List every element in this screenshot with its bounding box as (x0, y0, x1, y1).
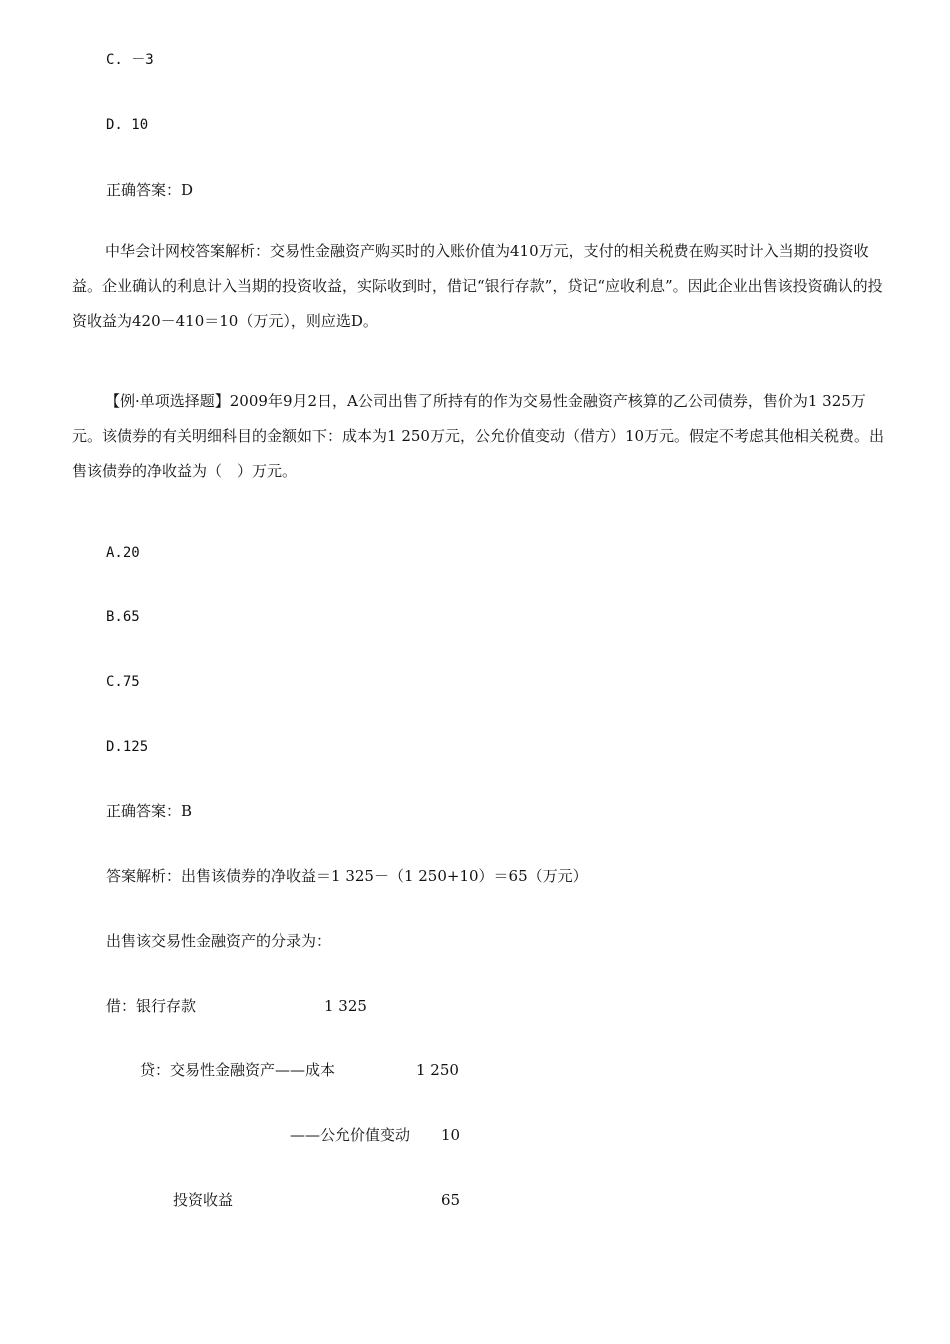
option-a: A.20 (106, 545, 140, 561)
correct-answer: 正确答案：D (106, 181, 194, 199)
answer-analysis-text: 中华会计网校答案解析：交易性金融资产购买时的入账价值为410万元，支付的相关税费在购买时计入当期的投资收益。企业确认的利息计入当期的投资收益，实际收到时，借记“银行存款”，贷记“应收利息”。因此企业出售该投资确认的投资收益为420－410＝10（万元），则应选D。 (72, 242, 883, 330)
option-c: C. －3 (106, 52, 154, 68)
credit-amount: 1 250 (416, 1061, 459, 1079)
gain-amount: 65 (441, 1191, 461, 1209)
answer-analysis: 答案解析：出售该债券的净收益＝1 325－（1 250+10）＝65（万元） (106, 867, 588, 885)
option-b: B.65 (106, 609, 140, 625)
gain-label: 投资收益 (173, 1191, 234, 1209)
sub-amount: 10 (441, 1126, 461, 1144)
option-d: D.125 (106, 739, 149, 755)
debit-label: 借：银行存款 (106, 997, 197, 1015)
question-text (72, 384, 892, 489)
credit-label: 贷：交易性金融资产——成本 (140, 1061, 336, 1079)
option-d: D. 10 (106, 117, 149, 133)
sub-label: ——公允价值变动 (290, 1126, 411, 1144)
entry-intro: 出售该交易性金融资产的分录为： (106, 932, 332, 950)
debit-amount: 1 325 (324, 997, 367, 1015)
question-body: 【例·单项选择题】2009年9月2日，A公司出售了所持有的作为交易性金融资产核算的乙公司债券，售价为1 325万元。该债券的有关明细科目的金额如下：成本为1 250万元，公允价值变动（借方）10万元。假定不考虑其他相关税费。出售该债券的净收益为（ ）万元。 (72, 392, 885, 480)
correct-answer: 正确答案：B (106, 802, 193, 820)
answer-analysis (72, 234, 892, 339)
option-c: C.75 (106, 674, 140, 690)
